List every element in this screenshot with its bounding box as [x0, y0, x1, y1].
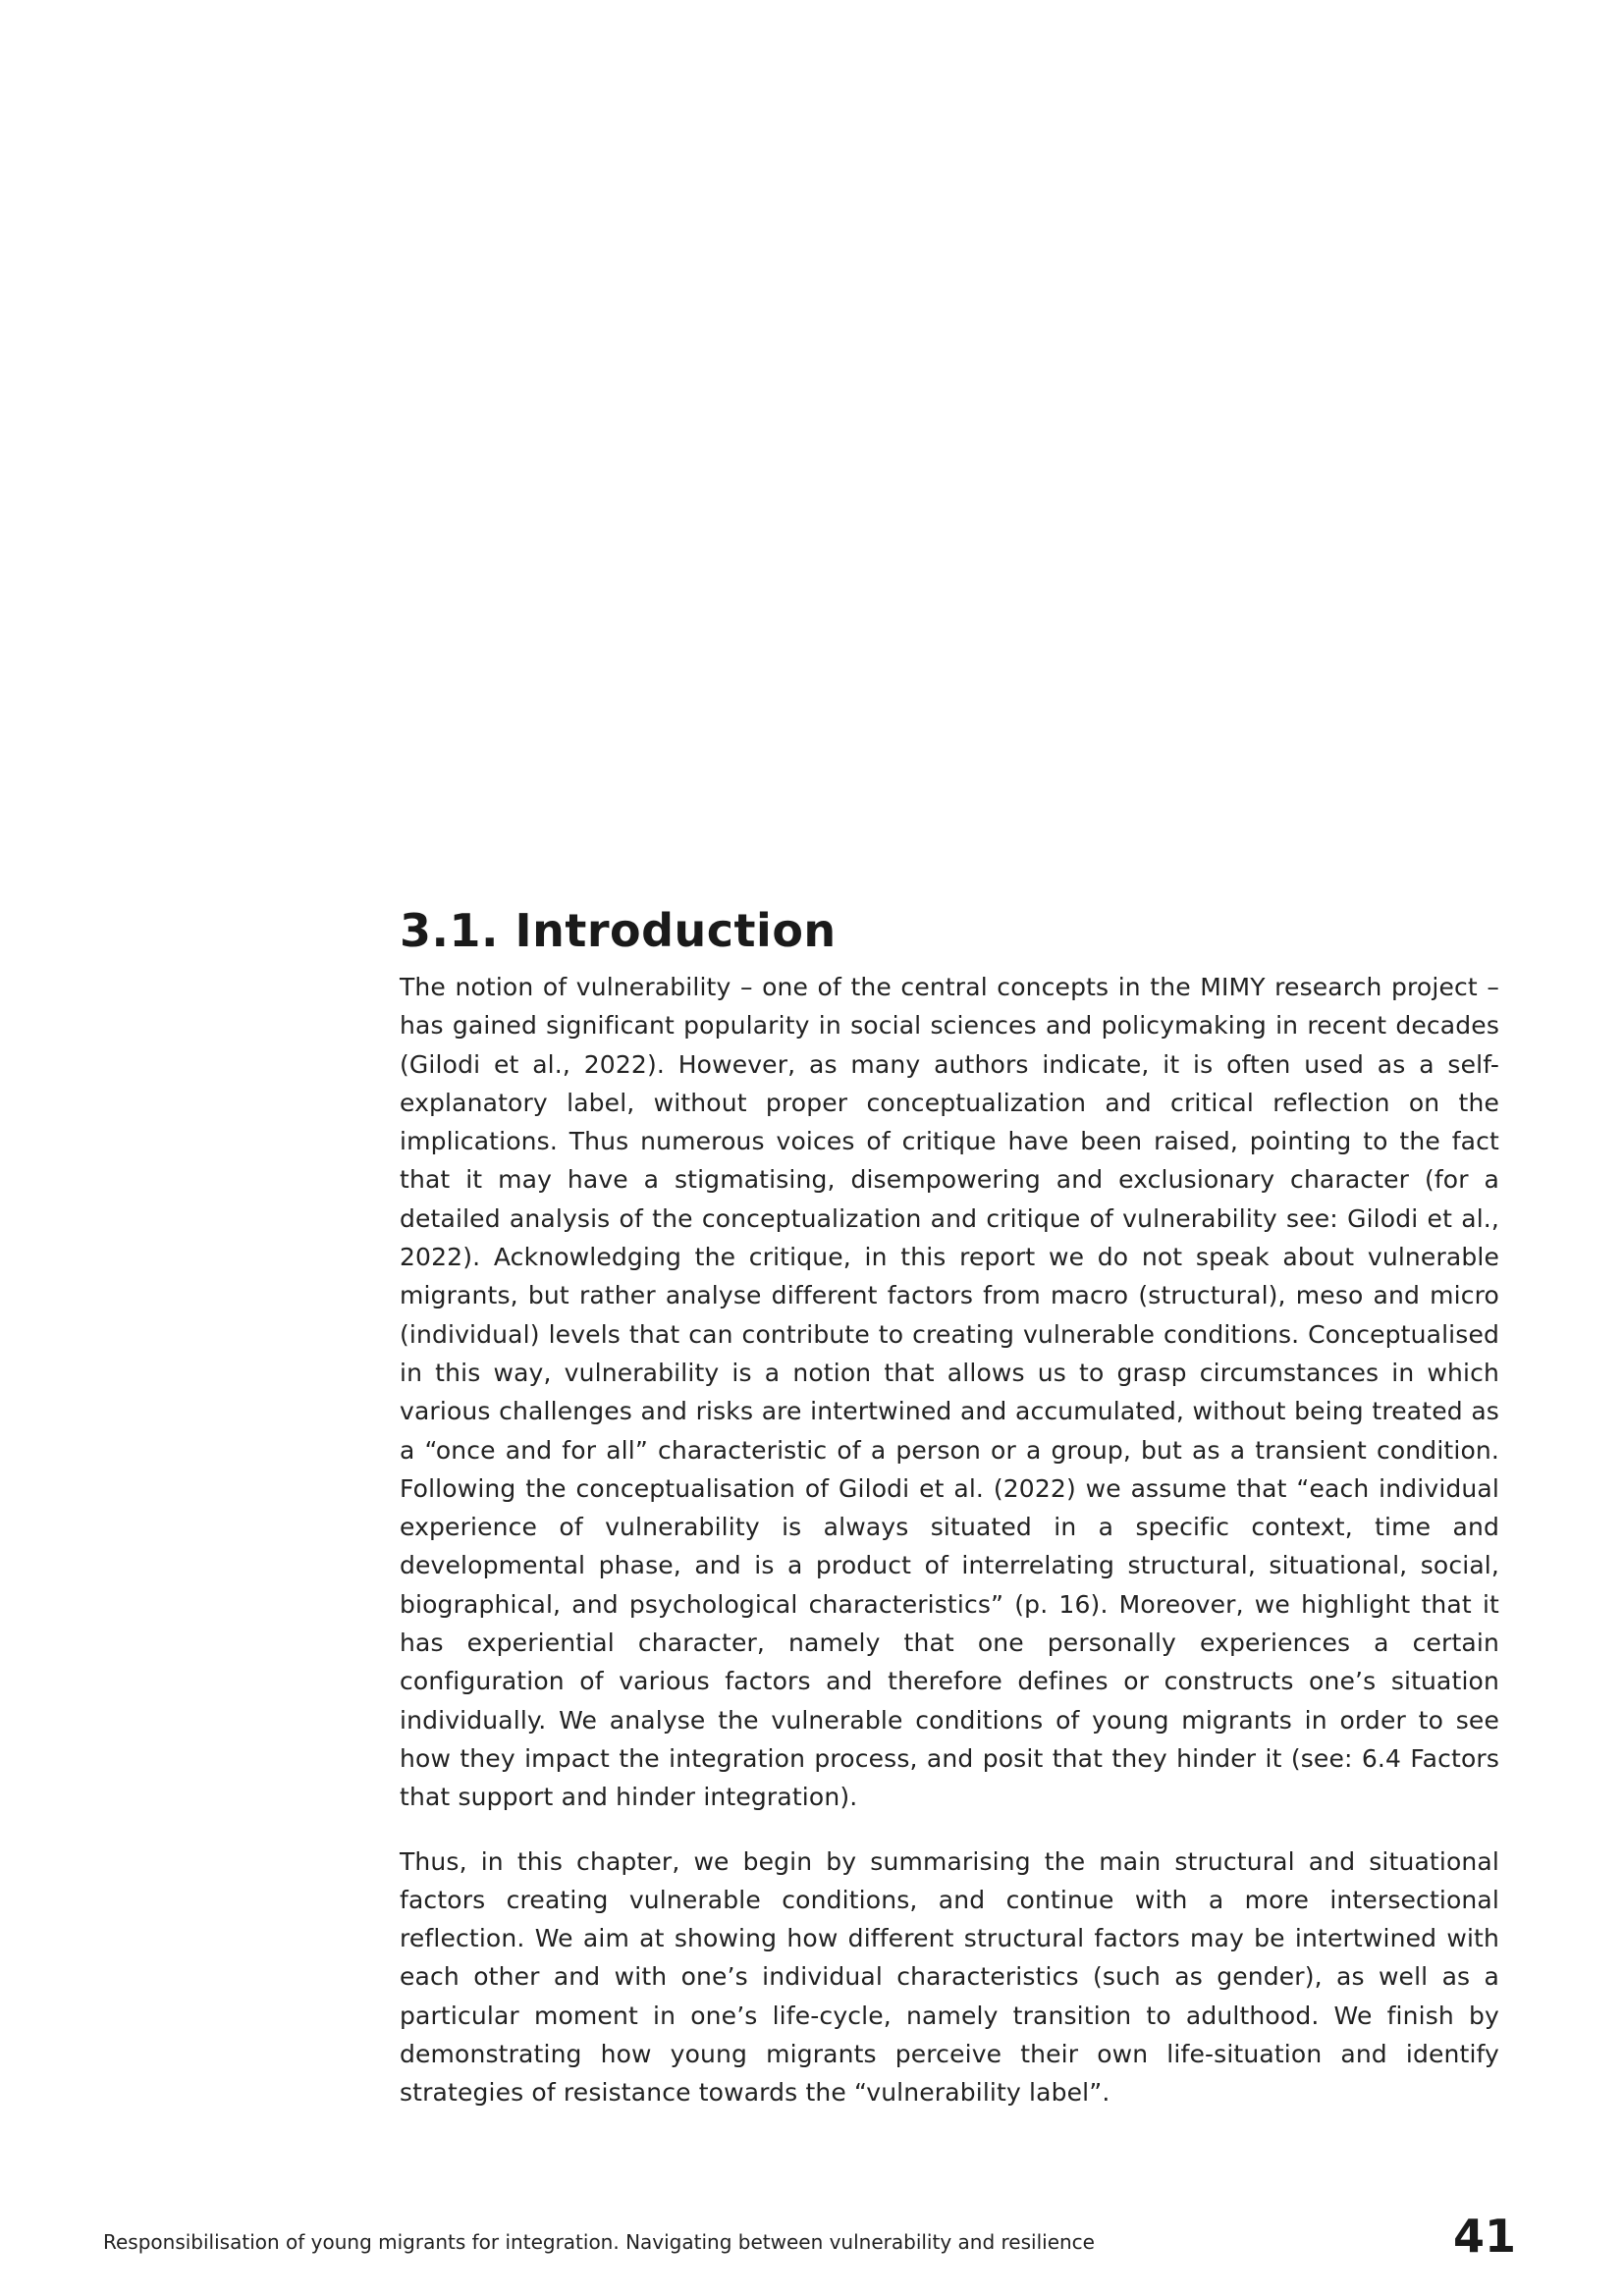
main-content [400, 901, 1499, 2112]
footer-running-title: Responsibilisation of young migrants for integration. Navigating between vulnerability and resilience [103, 2230, 1095, 2254]
paragraph-1: The notion of vulnerability – one of the central concepts in the MIMY research project – has gained significant popularity in social sciences and policymaking in recent decades (Gilodi et al., 2022). However, as many authors indicate, it is often used as a self-explanatory label, without proper conceptualization and critical reflection on the implications. Thus numerous voices of critique have been raised, pointing to the fact that it may have a stigmatising, disempowering and exclusionary character (for a detailed analysis of the conceptualization and critique of vulnerability see: Gilodi et al., 2022). Acknowledging the critique, in this report we do not speak about vulnerable migrants, but rather analyse different factors from macro (structural), meso and micro (individual) levels that can contribute to creating vulnerable conditions. Conceptualised in this way, vulnerability is a notion that allows us to grasp circumstances in which various challenges and risks are intertwined and accumulated, without being treated as a “once and for all” characteristic of a person or a group, but as a transient condition. Following the conceptualisation of Gilodi et al. (2022) we assume that “each individual experience of vulnerability is always situated in a specific context, time and developmental phase, and is a product of interrelating structural, situational, social, biographical, and psychological characteristics” (p. 16). Moreover, we highlight that it has experiential character, namely that one personally experiences a certain configuration of various factors and therefore defines or constructs one’s situation individually. We analyse the vulnerable conditions of young migrants in order to see how they impact the integration process, and posit that they hinder it (see: 6.4 Factors that support and hinder integration). [400, 973, 1499, 1812]
page-number: 41 [1452, 2210, 1516, 2263]
section-heading: 3.1. Introduction [400, 904, 837, 957]
paragraph-2: Thus, in this chapter, we begin by summarising the main structural and situational factors creating vulnerable conditions, and continue with a more intersectional reflection. We aim at showing how different structural factors may be intertwined with each other and with one’s individual characteristics (such as gender), as well as a particular moment in one’s life-cycle, namely transition to adulthood. We finish by demonstrating how young migrants perceive their own life-situation and identify strategies of resistance towards the “vulnerability label”. [400, 1846, 1499, 2108]
